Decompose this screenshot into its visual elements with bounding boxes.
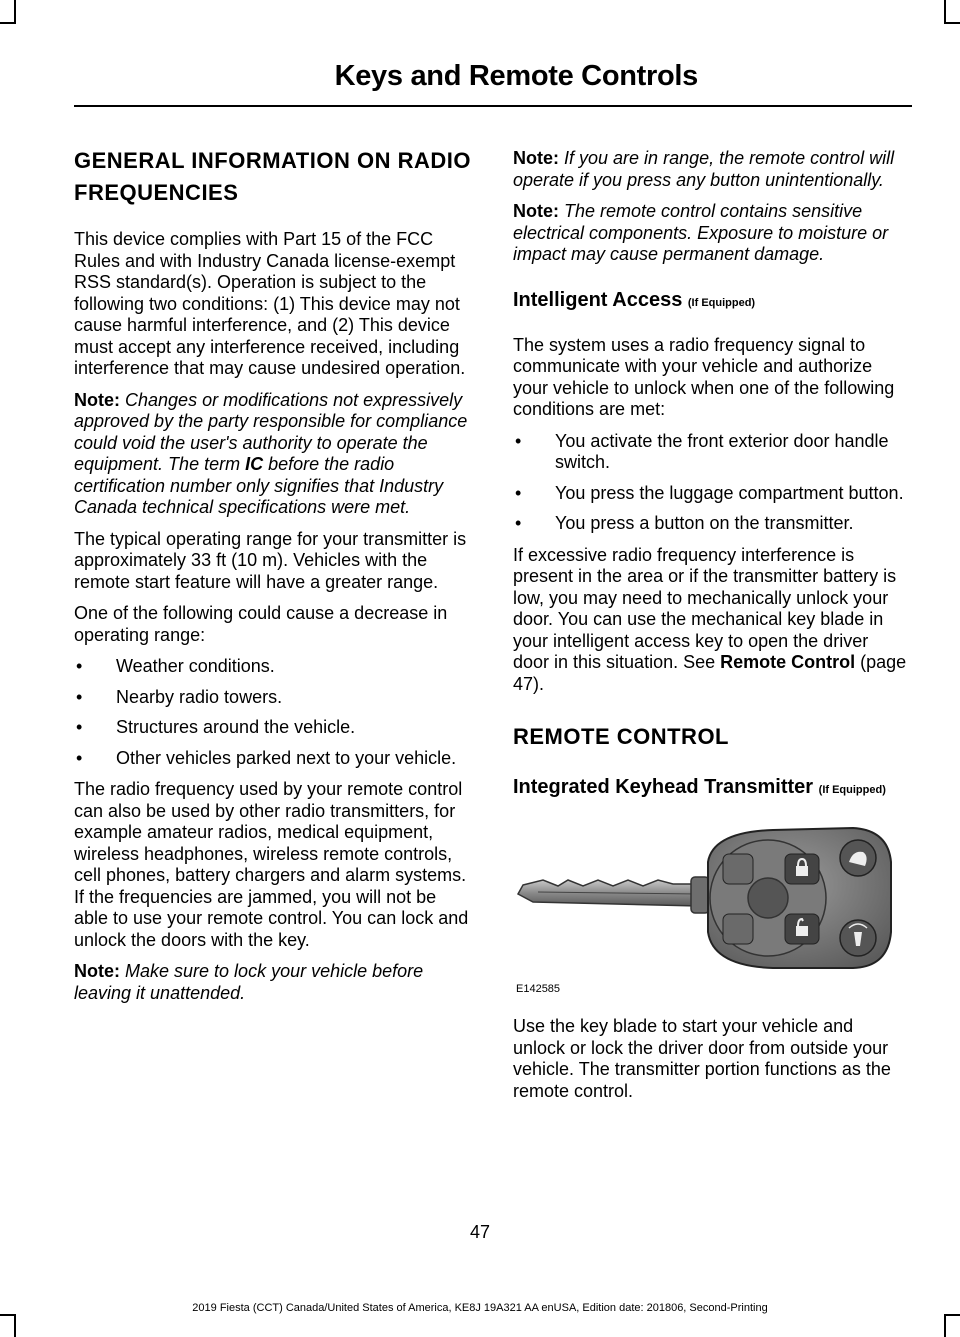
crop-mark [944, 22, 960, 24]
crop-mark [0, 22, 16, 24]
paragraph-text: (page 47). [513, 652, 907, 694]
list-item: • Other vehicles parked next to your vehicle. [74, 748, 474, 770]
crop-mark [14, 1314, 16, 1337]
list-item: • You activate the front exterior door handle switch. [513, 431, 908, 474]
conditions-list [513, 431, 908, 535]
key-transmitter-illustration [513, 822, 908, 982]
paragraph-operating-range: The typical operating range for your transmitter is approximately 33 ft (10 m). Vehicles with the remote start feature will have a greater range. [74, 528, 467, 592]
note-label: Note: [74, 961, 120, 981]
crop-mark [0, 1314, 16, 1316]
paragraph-mechanical-unlock [513, 545, 908, 696]
list-item: • Weather conditions. [74, 656, 474, 678]
cross-reference-link[interactable]: Remote Control [720, 652, 856, 672]
crop-mark [944, 0, 946, 24]
subheading-keyhead-transmitter [513, 773, 908, 804]
note-label: Note: [74, 389, 120, 410]
subheading-intelligent-access [513, 286, 908, 317]
paragraph-intelligent-access: The system uses a radio frequency signal to communicate with your vehicle and authorize your vehicle to unlock when one of the following conditions are met: [513, 334, 895, 419]
page-header-title: Keys and Remote Controls [334, 60, 698, 92]
note-text: The remote control contains sensitive electrical components. Exposure to moisture or impact may cause permanent damage. [513, 201, 889, 264]
note-text: Changes or modifications not expressively approved by the party responsible for compliance could void the user's authority to operate the equipment. The term [74, 389, 468, 474]
subheading-qualifier: (If Equipped) [818, 784, 886, 796]
right-column [513, 148, 908, 1112]
note-ic-term: IC [245, 454, 264, 474]
note-text: If you are in range, the remote control will operate if you press any button unintentionally. [513, 148, 895, 190]
header-rule [74, 105, 912, 107]
crop-mark [944, 1314, 960, 1316]
section-heading-remote-control: REMOTE CONTROL [513, 724, 729, 749]
list-item: • Structures around the vehicle. [74, 717, 474, 739]
note-in-range [513, 148, 908, 191]
subheading-text: Intelligent Access [513, 288, 683, 311]
figure-label: E142585 [516, 982, 561, 995]
paragraph-key-blade: Use the key blade to start your vehicle and unlock or lock the driver door from outside your vehicle. The transmitter portion functions as the remote control. [513, 1016, 891, 1101]
note-text: before the radio certification number only signifies that Industry Canada technical specifications were met. [74, 454, 444, 517]
range-factors-list [74, 656, 474, 769]
key-transmitter-figure [513, 822, 908, 1002]
list-item: • You press a button on the transmitter. [513, 513, 908, 535]
note-modifications [74, 390, 474, 519]
note-label: Note: [513, 148, 559, 168]
page-footer: 2019 Fiesta (CCT) Canada/United States of America, KE8J 19A321 AA enUSA, Edition date: 201806, Second-Printing [192, 1302, 768, 1314]
page-number: 47 [469, 1222, 491, 1242]
list-item: • Nearby radio towers. [74, 687, 474, 709]
note-lock-vehicle [74, 961, 474, 1004]
note-sensitive-components [513, 201, 908, 266]
note-label: Note: [513, 201, 559, 221]
paragraph-text: If excessive radio frequency interference is present in the area or if the transmitter battery is low, you may need to mechanically unlock your door. You can use the mechanical key blade in your intelligent access key to open the driver door in this situation. See [513, 544, 897, 672]
subheading-qualifier: (If Equipped) [687, 296, 756, 309]
paragraph-interference: The radio frequency used by your remote control can also be used by other radio transmitters, for example amateur radios, medical equipment, wireless headphones, wireless remote controls, cell phones, battery chargers and alarm systems. If the frequencies are jammed, you will not be able to use your remote control. You can lock and unlock the doors with the key. [74, 779, 469, 950]
note-text: Make sure to lock your vehicle before leaving it unattended. [74, 961, 424, 1003]
list-item: • You press the luggage compartment button. [513, 483, 908, 505]
section-heading-radio-frequencies: GENERAL INFORMATION ON RADIO FREQUENCIES [74, 148, 471, 205]
crop-mark [14, 0, 16, 24]
paragraph-fcc-compliance: This device complies with Part 15 of the FCC Rules and with Industry Canada license-exempt RSS standard(s). Operation is subject to the following two conditions: (1) This device may not cause harmful interference, and (2) This device must accept any interference received, including interference that may cause undesired operation. [74, 229, 466, 378]
paragraph-range-decrease: One of the following could cause a decrease in operating range: [74, 603, 448, 645]
left-column [74, 145, 474, 1014]
crop-mark [944, 1314, 946, 1337]
subheading-text: Integrated Keyhead Transmitter [513, 776, 814, 798]
